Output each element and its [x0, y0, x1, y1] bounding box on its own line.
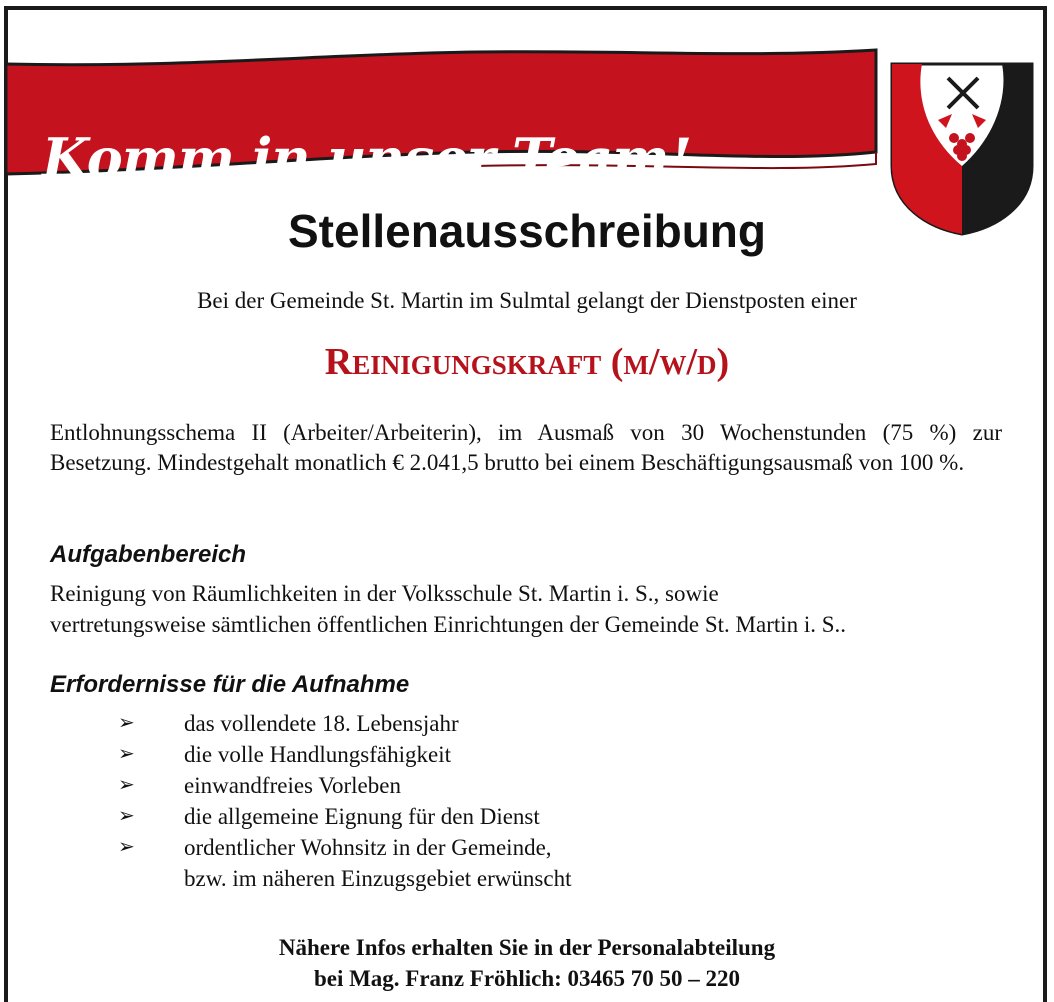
list-item: ➢ die allgemeine Eignung für den Dienst [118, 801, 818, 832]
tasks-line: Reinigung von Räumlichkeiten in der Volksschule St. Martin i. S., sowie [50, 581, 719, 606]
list-item: ➢ einwandfreies Vorleben [118, 770, 818, 801]
requirements-list [118, 708, 818, 894]
list-item-continuation: bzw. im näheren Einzugsgebiet erwünscht [184, 866, 572, 891]
list-item: ➢ ordentlicher Wohnsitz in der Gemeinde, [118, 832, 818, 863]
arrow-bullet-icon: ➢ [118, 836, 135, 858]
list-item: ➢ das vollendete 18. Lebensjahr [118, 708, 818, 739]
arrow-bullet-icon: ➢ [118, 805, 135, 827]
tasks-heading: Aufgabenbereich [50, 541, 247, 568]
tasks-text [50, 578, 1010, 640]
arrow-bullet-icon: ➢ [118, 774, 135, 796]
requirements-heading: Erfordernisse für die Aufnahme [50, 671, 410, 698]
arrow-bullet-icon: ➢ [118, 743, 135, 765]
contact-info [0, 932, 1054, 994]
contact-line: bei Mag. Franz Fröhlich: 03465 70 50 – 220 [313, 966, 741, 991]
list-item: ➢ die volle Handlungsfähigkeit [118, 739, 818, 770]
arrow-bullet-icon: ➢ [118, 712, 135, 734]
document-title: Stellenausschreibung [287, 205, 766, 257]
job-title: Reinigungskraft (m/w/d) [324, 341, 730, 383]
banner-slogan: Komm in unser Team! [42, 126, 692, 190]
contact-line: Nähere Infos erhalten Sie in der Personalabteilung [278, 935, 776, 960]
tasks-line: vertretungsweise sämtlichen öffentlichen Einrichtungen der Gemeinde St. Martin i. S.. [50, 612, 847, 637]
salary-description: Entlohnungsschema II (Arbeiter/Arbeiterin), im Ausmaß von 30 Wochenstunden (75 %) zur Besetzung. Mindestgehalt monatlich € 2.041,5 brutto bei einem Beschäftigungsausmaß von 100 %. [50, 420, 1002, 475]
intro-text: Bei der Gemeinde St. Martin im Sulmtal gelangt der Dienstposten einer [197, 288, 857, 313]
header-banner [6, 44, 882, 194]
